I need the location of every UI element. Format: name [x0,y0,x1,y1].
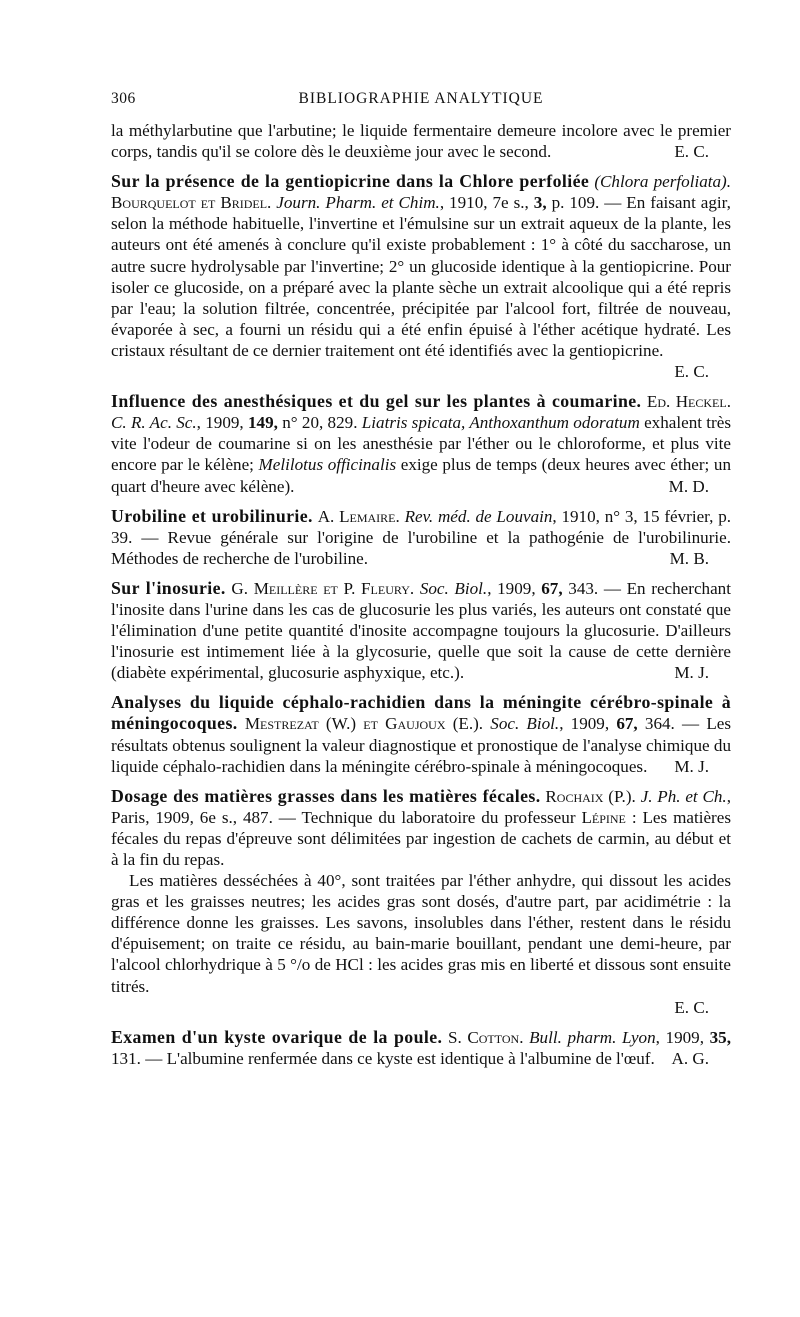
entry-year: , 1909, [559,714,610,734]
entry-authors: Mestrezat (W.) et Gaujoux (E.). [244,714,484,734]
entry-text: — L'albumine renfermée dans ce kyste est identique à l'albumine de l'œuf. [145,1048,655,1068]
entry-text: — Technique du laboratoire du professeur [278,807,576,827]
entry-title: Sur la présence de la gentiopicrine dans la Chlore perfoliée [111,171,590,192]
entry-cephalo-rachidien [111,692,731,776]
page-number: 306 [111,90,136,107]
entry-text: — Les résultats obtenus soulignent la valeur diagnostique et pronostique de l'analyse chimique du liquide céphalo-rachidien dans la méningite cérébro-spinale à méningocoques. [111,714,731,776]
entry-page: 343. [568,578,599,598]
running-title: BIBLIOGRAPHIE ANALYTIQUE [298,90,544,107]
entry-volume: 67, [616,714,638,734]
entry-journal: Soc. Biol. [419,578,488,598]
entry-page: p. 109. [551,193,600,213]
entry-signature: A. G. [671,1048,709,1068]
entry-signature: M. D. [668,476,709,496]
entry-text: — En faisant agir, selon la méthode habituelle, l'invertine et l'émulsine sur un extrait aqueux de la plante, les auteurs ont été amenés à conclure qu'il existe probablement : 1° à côté du saccharose, un autre sucre hydrolysable par l'invertine; 2° un glucoside identique à la gentiopicrine. Pour isoler ce glucoside, on a préparé avec la plante sèche un extrait alcoolique qui a été repris par l'eau; la solution filtrée, concentrée, précipitée par l'alcool fort, filtrée de nouveau, évaporée à sec, a fourni un résidu qui a été enfin épuisé à l'éther acétique hydraté. Les cristaux résultant de ce dernier traitement ont été identifiés avec la gentiopicrine. [111,193,731,360]
entry-title: Dosage des matières grasses dans les matières fécales. [111,785,541,806]
entry-title: Influence des anesthésiques et du gel sur les plantes à coumarine. [111,391,642,412]
entry-journal: Journ. Pharm. et Chim. [276,193,440,213]
entry-journal: Rev. méd. de Louvain [404,506,553,526]
page-body [111,120,731,1069]
entry-person: Lépine [581,807,626,827]
entry-authors: S. Cotton. [447,1027,524,1047]
entry-text: — En recherchant l'inosite dans l'urine dans les cas de glucosurie les plus variés, les auteurs ont constaté que l'élimination d'une petite quantité d'inosite accompagne toujours la glucosurie. D'ailleurs l'inosurie est intimement liée à la glycosurie, quelle que soit la cause de cette dernière (diabète expérimental, glucosurie asphyxique, etc.). [111,578,731,683]
entry-kyste-ovarique [111,1027,731,1069]
entry-authors: Bourquelot et Bridel. [111,193,272,213]
entry-matieres-grasses [111,786,731,870]
entry-signature: E. C. [674,362,709,382]
entry-page: 364. [644,714,675,734]
entry-volume: 3, [533,193,547,213]
entry-title: Examen d'un kyste ovarique de la poule. [111,1026,443,1047]
entry-authors: Rochaix (P.). [545,786,636,806]
entry-signature: E. C. [674,997,709,1017]
entry-volume: 35, [709,1027,731,1047]
entry-journal: Soc. Biol. [490,714,560,734]
entry-latin-name: Melilotus officinalis [258,455,397,475]
entry-coumarine [111,391,731,496]
entry-paragraph [111,870,731,1018]
entry-page: 131. [111,1048,141,1068]
entry-text: : Les matières fécales du repas d'épreuve sont délimitées par ingestion de cachets de carmin, au début et à la fin du repas. [111,807,731,869]
entry-signature: E. C. [674,142,709,162]
entry-volume: 67, [541,578,563,598]
entry-urobiline [111,506,731,569]
entry-title: Analyses du liquide céphalo-rachidien dans la méningite cérébro-spinale à méningocoques. [111,692,731,734]
entry-year: , Paris, 1909, [111,786,731,827]
entry-journal: C. R. Ac. Sc. [111,413,197,433]
entry-year: , 1909, [487,578,536,598]
entry-continuation [111,120,731,162]
entry-text: exhalent très vite l'odeur de coumarine si on les anesthésie par l'éther ou le chloroforme, et plus vite encore par le kélène; [111,413,731,475]
entry-authors: A. Lemaire. [317,506,400,526]
entry-title: Urobiline et urobilinurie. [111,505,313,526]
entry-page: n° 3, 15 février, p. 39. [111,506,732,547]
entry-authors: G. Meillère et P. Fleury. [231,578,415,598]
entry-latin-names: Liatris spicata, Anthoxanthum odoratum [361,413,640,433]
entry-title-latin: (Chlora perfoliata). [594,172,731,192]
entry-title: Sur l'inosurie. [111,577,226,598]
entry-year: , 1909, [655,1027,704,1047]
entry-authors: Ed. Heckel. [646,392,731,412]
entry-series: 6e s., [199,807,238,827]
entry-journal: Bull. pharm. Lyon [529,1027,656,1047]
entry-signature: M. B. [669,548,709,568]
entry-page: n° 20, 829. [282,413,358,433]
entry-text: la méthylarbutine que l'arbutine; le liquide fermentaire demeure incolore avec le premier corps, tandis qu'il se colore dès le deuxième jour avec le second. [111,121,731,162]
entry-page: 487. [242,807,273,827]
entry-year: , 1910, [439,193,488,213]
running-header [111,90,731,114]
entry-series: 7e s., [492,193,529,213]
entry-journal: J. Ph. et Ch. [640,786,727,806]
entry-text: Les matières desséchées à 40°, sont traitées par l'éther anhydre, qui dissout les acides gras et les graisses neutres; les acides gras sont dosés, d'autre part, par acidimétrie : la différence donne les graisses. Les savons, insolubles dans l'éther, restent dans le résidu d'épuisement; on traite ce résidu, au bain-marie bouillant, pendant une demi-heure, par l'alcool chlorhydrique à 5 °/o de HCl : les acides gras mis en liberté et dissous sont ensuite titrés. [111,871,731,996]
entry-text: exige plus de temps (deux heures avec éther; un quart d'heure avec kélène). [111,455,731,496]
entry-volume: 149, [248,413,278,433]
entry-gentiopicrine [111,171,731,382]
entry-text: — Revue générale sur l'origine de l'urobiline et la pathogénie de l'urobilinurie. Méthodes de recherche de l'urobiline. [111,527,731,568]
entry-year: , 1910, [552,506,600,526]
entry-signature: M. J. [674,756,709,776]
entry-inosurie [111,578,731,683]
entry-year: , 1909, [196,413,244,433]
entry-signature: M. J. [674,663,709,683]
